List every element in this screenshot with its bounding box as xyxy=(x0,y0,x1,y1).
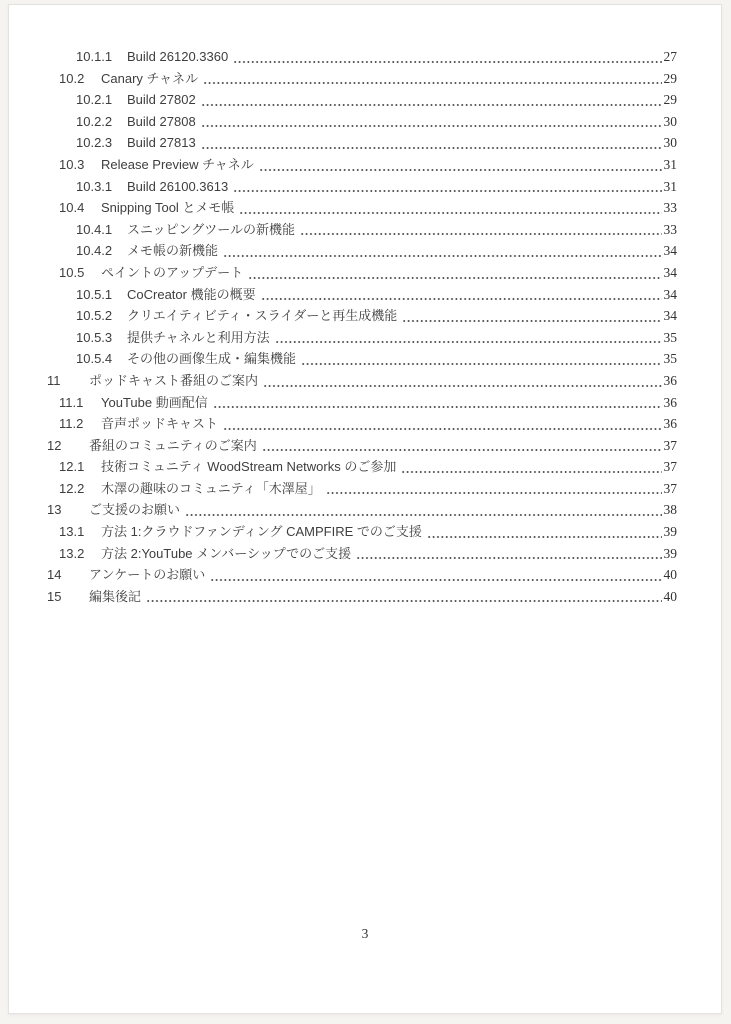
toc-entry[interactable] xyxy=(9,197,677,219)
toc-entry[interactable] xyxy=(9,543,677,565)
toc-entry-page: 36 xyxy=(663,372,677,388)
toc-entry[interactable] xyxy=(9,154,677,176)
toc-leader-dots xyxy=(213,405,662,409)
toc-entry[interactable] xyxy=(9,327,677,349)
toc-leader-dots xyxy=(326,491,662,495)
toc-entry-number: 10.4.1 xyxy=(76,221,113,237)
toc-entry-page: 35 xyxy=(663,351,677,367)
toc-leader-dots xyxy=(233,60,661,64)
toc-entry-page: 29 xyxy=(663,92,677,108)
toc-entry-number: 15 xyxy=(47,588,62,604)
toc-entry-page: 37 xyxy=(663,437,677,453)
toc-entry-page: 30 xyxy=(663,113,677,129)
toc-entry-label: 方法 2:YouTube メンバーシップでのご支援 xyxy=(101,545,352,561)
toc-entry-label: 技術コミュニティ WoodStream Networks のご参加 xyxy=(101,459,397,475)
toc-entry-label: Build 26120.3360 xyxy=(127,49,229,64)
toc-entry-label: Canary チャネル xyxy=(101,70,199,86)
toc-leader-dots xyxy=(275,340,662,344)
toc-entry-number: 11 xyxy=(47,372,61,388)
toc-leader-dots xyxy=(233,189,661,193)
toc-entry-number: 12 xyxy=(47,437,62,453)
toc-entry-page: 37 xyxy=(663,459,677,475)
toc-entry-number: 10.2 xyxy=(59,70,85,86)
toc-entry-page: 39 xyxy=(663,545,677,561)
toc-entry-page: 36 xyxy=(663,394,677,410)
toc-entry-number: 10.4 xyxy=(59,200,85,216)
footer-page-number: 3 xyxy=(361,926,369,941)
toc-leader-dots xyxy=(239,211,661,215)
toc-entry-number: 10.5.4 xyxy=(76,351,113,367)
toc-entry-label: アンケートのお願い xyxy=(89,567,206,583)
toc-entry-label: クリエイティビティ・スライダーと再生成機能 xyxy=(127,308,398,324)
toc-entry-label: ポッドキャスト番組のご案内 xyxy=(89,372,259,388)
toc-leader-dots xyxy=(146,599,661,603)
toc-leader-dots xyxy=(301,362,661,366)
toc-entry[interactable] xyxy=(9,413,677,435)
toc-entry-page: 30 xyxy=(663,135,677,151)
toc-entry[interactable] xyxy=(9,478,677,500)
toc-entry-label: その他の画像生成・編集機能 xyxy=(127,351,297,367)
toc-entry-number: 14 xyxy=(47,567,62,583)
toc-entry-page: 37 xyxy=(663,480,677,496)
toc-entry-label: 番組のコミュニティのご案内 xyxy=(89,437,257,453)
toc-entry[interactable] xyxy=(9,521,677,543)
toc-entry[interactable] xyxy=(9,392,677,414)
toc-leader-dots xyxy=(263,384,661,388)
toc-entry-page: 35 xyxy=(663,329,677,345)
toc-entry-page: 36 xyxy=(663,416,677,432)
toc-entry-label: Build 26100.3613 xyxy=(127,178,229,194)
toc-entry-page: 38 xyxy=(663,502,677,518)
toc-leader-dots xyxy=(300,232,662,236)
toc-entry[interactable] xyxy=(9,586,677,608)
toc-entry-number: 12.1 xyxy=(59,459,85,475)
toc-leader-dots xyxy=(402,319,661,323)
toc-entry[interactable] xyxy=(9,89,677,111)
toc-entry-label: Build 27808 xyxy=(127,113,196,129)
toc-entry-label: Snipping Tool とメモ帳 xyxy=(101,200,235,216)
toc-entry-page: 34 xyxy=(663,286,677,302)
toc-entry[interactable] xyxy=(9,564,677,586)
toc-entry[interactable] xyxy=(9,305,677,327)
toc-entry[interactable] xyxy=(9,46,677,68)
toc-entry-label: ペイントのアップデート xyxy=(101,264,244,280)
toc-entry-page: 34 xyxy=(663,243,677,259)
toc-leader-dots xyxy=(201,146,662,150)
toc-entry[interactable] xyxy=(9,435,677,457)
toc-leader-dots xyxy=(427,535,662,539)
toc-leader-dots xyxy=(201,124,662,128)
toc-leader-dots xyxy=(262,448,662,452)
toc-entry[interactable] xyxy=(9,348,677,370)
toc-leader-dots xyxy=(201,103,662,107)
toc-entry-number: 10.3 xyxy=(59,156,85,172)
document-page xyxy=(8,4,722,1014)
toc-entry-number: 10.5.3 xyxy=(76,329,113,345)
toc-leader-dots xyxy=(259,168,662,172)
toc-entry[interactable] xyxy=(9,219,677,241)
toc-entry-number: 10.2.1 xyxy=(76,92,113,108)
toc-entry-page: 31 xyxy=(663,178,677,194)
toc-entry-page: 39 xyxy=(663,524,677,540)
toc-entry-label: 方法 1:クラウドファンディング CAMPFIRE でのご支援 xyxy=(101,524,422,540)
toc-entry-label: スニッピングツールの新機能 xyxy=(127,221,295,237)
toc-entry-label: ご支援のお願い xyxy=(89,502,181,518)
toc-entry-label: CoCreator 機能の概要 xyxy=(127,286,256,302)
toc-entry-label: Build 27813 xyxy=(127,135,196,151)
toc-entry-label: Release Preview チャネル xyxy=(101,156,254,172)
toc-entry-number: 11.1 xyxy=(59,394,84,410)
toc-entry-page: 40 xyxy=(663,567,677,583)
toc-entry-number: 13.1 xyxy=(59,524,85,540)
toc-entry-number: 10.3.1 xyxy=(76,178,113,194)
toc-entry-page: 34 xyxy=(663,264,677,280)
toc-leader-dots xyxy=(261,297,662,301)
toc-leader-dots xyxy=(248,276,661,280)
toc-leader-dots xyxy=(223,427,661,431)
toc-entry-number: 11.2 xyxy=(59,416,84,432)
toc-leader-dots xyxy=(223,254,661,258)
toc-entry[interactable] xyxy=(9,262,677,284)
toc-entry[interactable] xyxy=(9,284,677,306)
toc-entry[interactable] xyxy=(9,370,677,392)
toc-entry-number: 10.5 xyxy=(59,264,85,280)
toc-entry-number: 12.2 xyxy=(59,480,85,496)
toc-entry-page: 27 xyxy=(663,49,677,64)
toc-entry-label: YouTube 動画配信 xyxy=(101,394,208,410)
toc-entry-label: Build 27802 xyxy=(127,92,196,108)
toc-leader-dots xyxy=(203,81,661,85)
toc-entry-label: 編集後記 xyxy=(89,588,142,604)
toc-entry[interactable] xyxy=(9,499,677,521)
toc-entry[interactable] xyxy=(9,176,677,198)
toc-entry-page: 33 xyxy=(663,221,677,237)
toc-leader-dots xyxy=(185,513,661,517)
toc-entry-page: 34 xyxy=(663,308,677,324)
toc-entry-number: 13.2 xyxy=(59,545,85,561)
toc-entry-label: 提供チャネルと利用方法 xyxy=(127,329,270,345)
toc-entry[interactable] xyxy=(9,132,677,154)
toc-entry-number: 10.2.3 xyxy=(76,135,113,151)
toc-entry-page: 40 xyxy=(663,588,677,604)
toc-entry[interactable] xyxy=(9,68,677,90)
toc-entry[interactable] xyxy=(9,240,677,262)
toc-entry-label: 木澤の趣味のコミュニティ「木澤屋」 xyxy=(101,480,321,496)
page-footer xyxy=(9,925,721,943)
toc-entry-number: 13 xyxy=(47,502,62,518)
toc-entry-page: 29 xyxy=(663,70,677,86)
toc-leader-dots xyxy=(401,470,661,474)
toc-leader-dots xyxy=(210,578,661,582)
toc-entry-label: メモ帳の新機能 xyxy=(127,243,219,259)
toc-entry-page: 31 xyxy=(663,156,677,172)
toc-entry-page: 33 xyxy=(663,200,677,216)
toc-leader-dots xyxy=(356,556,661,560)
toc-entry[interactable] xyxy=(9,111,677,133)
toc-entry-number: 10.4.2 xyxy=(76,243,113,259)
toc-entry-number: 10.5.1 xyxy=(76,286,113,302)
toc-entry-number: 10.5.2 xyxy=(76,308,113,324)
toc-entry-number: 10.2.2 xyxy=(76,113,113,129)
table-of-contents xyxy=(9,5,721,607)
toc-entry-number: 10.1.1 xyxy=(76,49,113,64)
toc-entry[interactable] xyxy=(9,456,677,478)
toc-entry-label: 音声ポッドキャスト xyxy=(101,416,219,432)
